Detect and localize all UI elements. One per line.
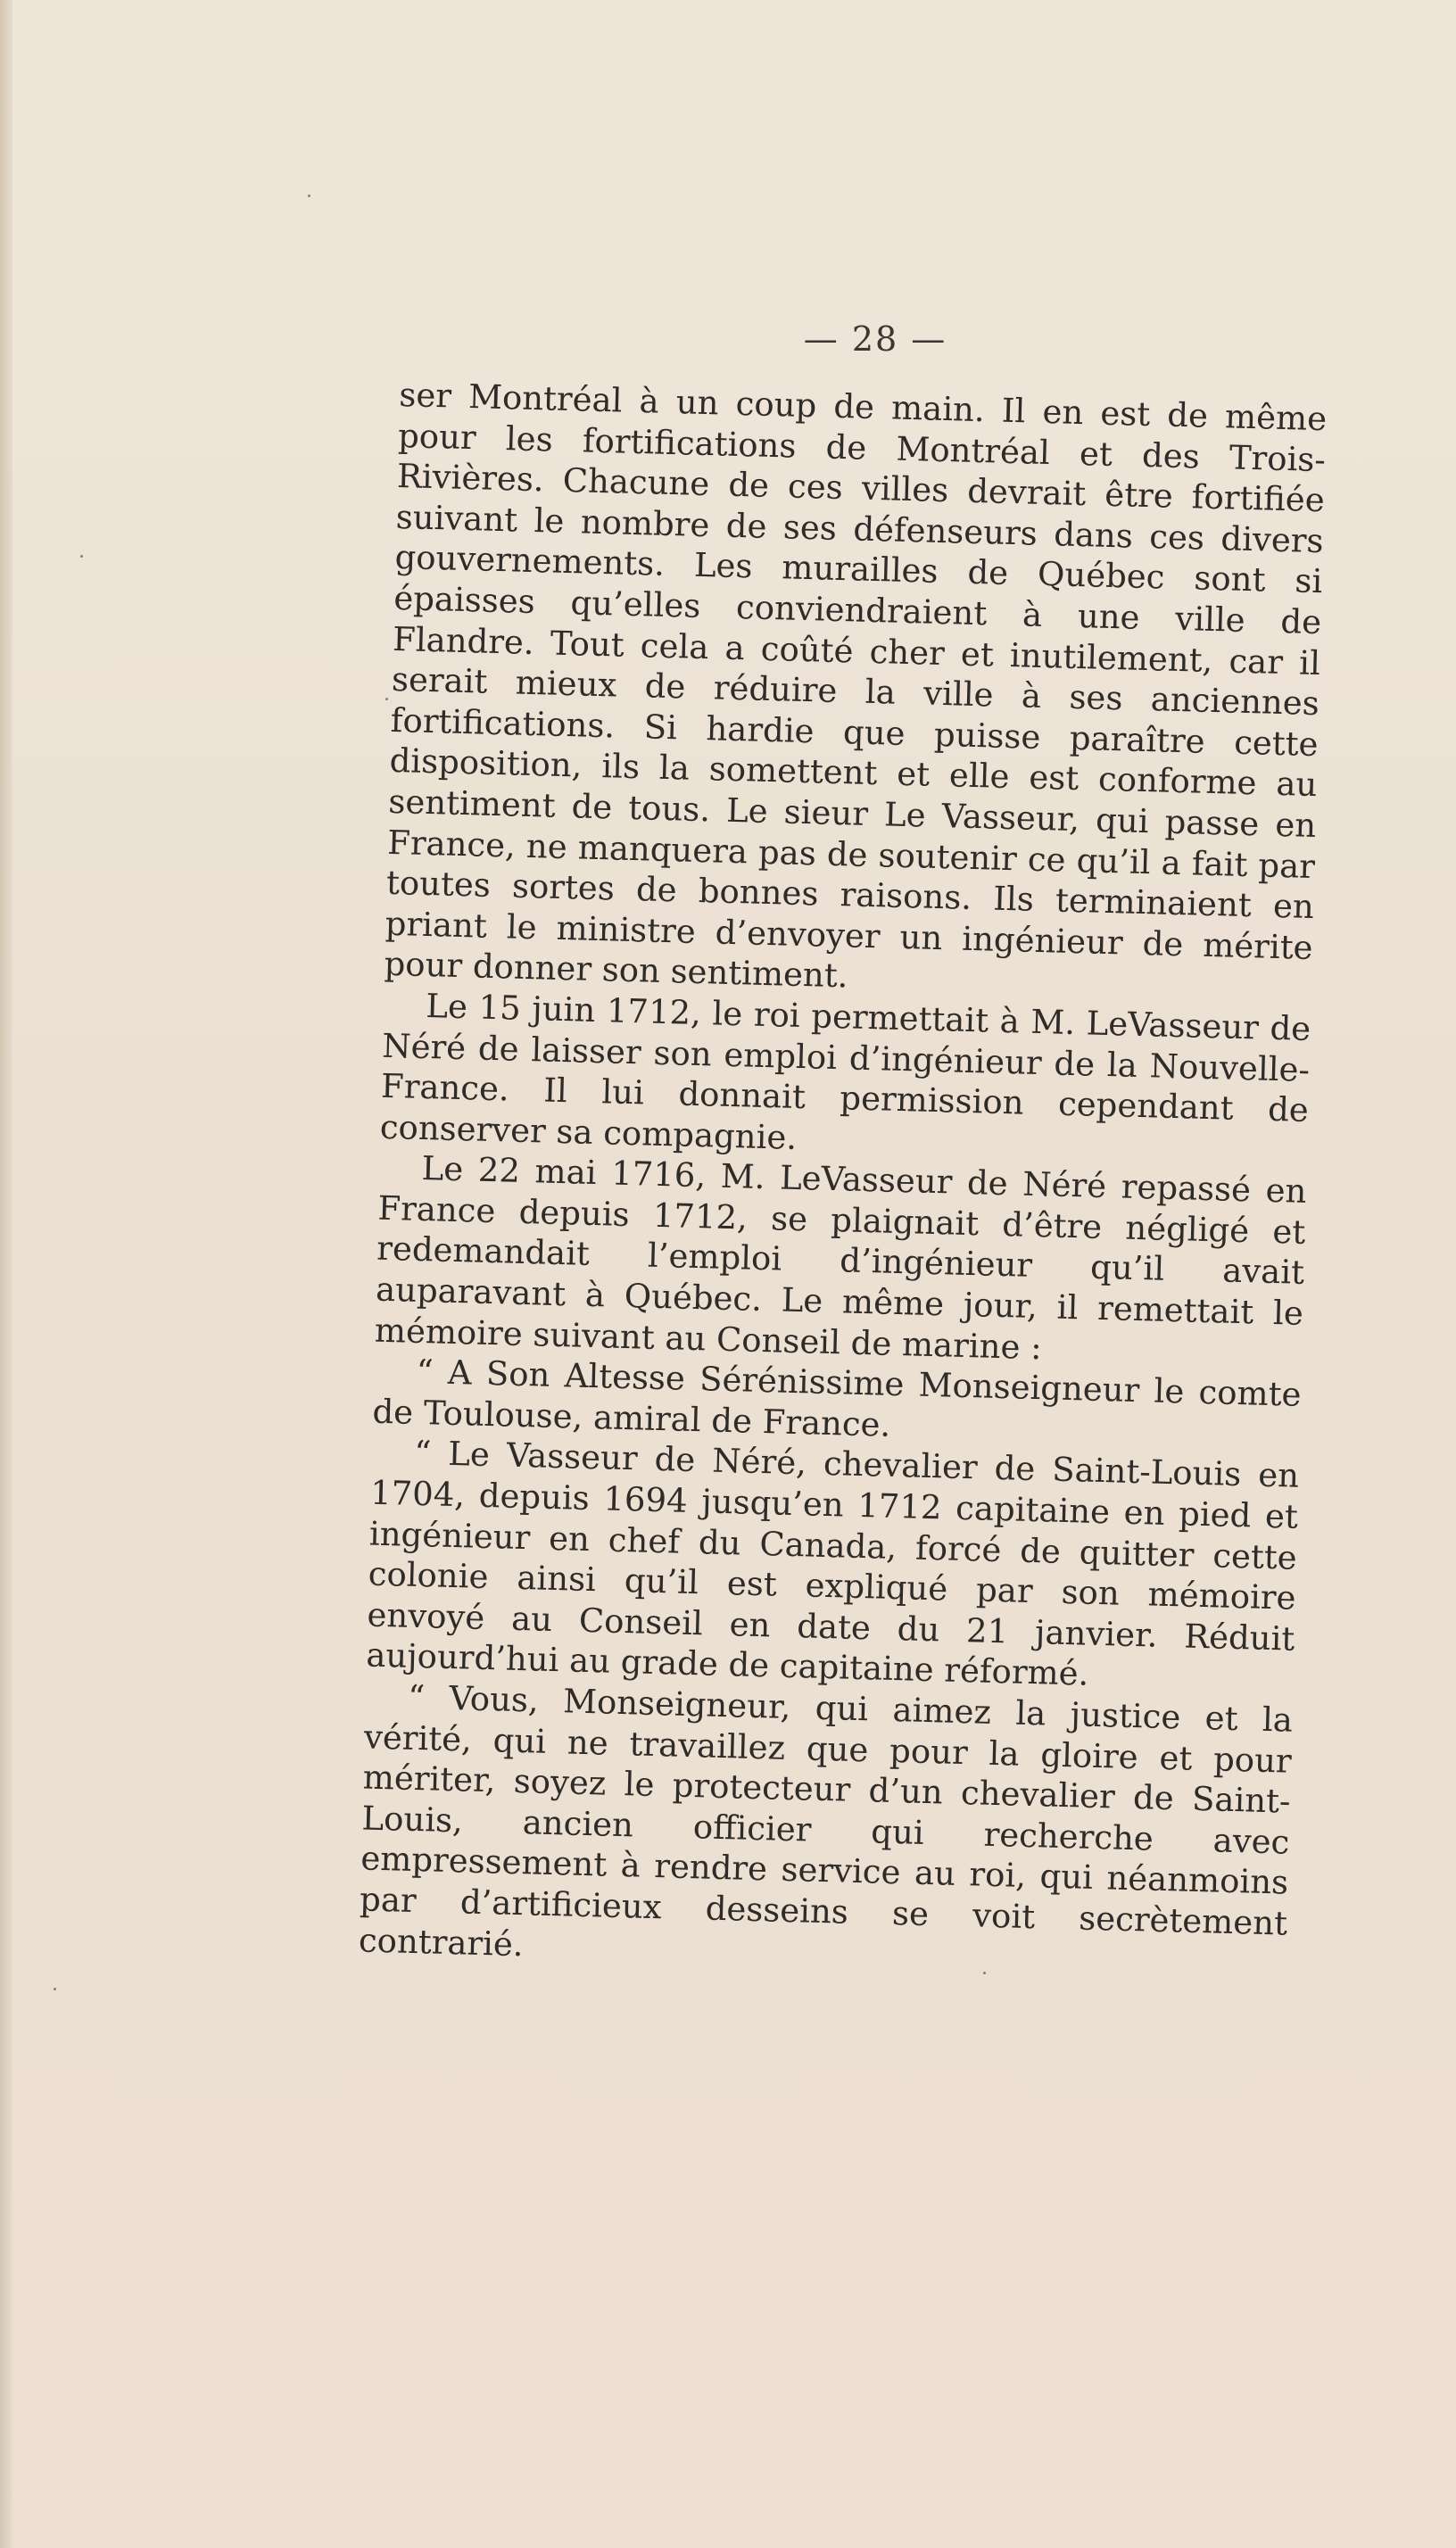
paragraph: “ Le Vasseur de Néré, chevalier de Saint-Louis en 1704, depuis 1694 jusqu’en 1712 capitaine en pied et ingénieur en chef du Canada, forcé de quitter cette colonie ainsi qu’il est expliqué par son mémoire envoyé au Conseil en date du 21 janvier. Réduit aujourd’hui au grade de capitaine réformé. [365, 1434, 1300, 1694]
paper-speck [54, 1988, 56, 1990]
paragraph: ser Montréal à un coup de main. Il en est de même pour les fortifications de Montréal et des Trois-Rivières. Chacune de ces villes devrait être fortifiée suivant le nombre de ses défenseurs dans ces divers gouvernements. Les murailles de Québec sont si épaisses qu’elles conviendraient à une ville de Flandre. Tout cela a coûté cher et inutilement, car il serait mieux de réduire la ville à ses anciennes fortifications. Si hardie que puisse paraître cette disposition, ils la somettent et elle est conforme au sentiment de tous. Le sieur Le Vasseur, qui passe en France, ne manquera pas de soutenir ce qu’il a fait par toutes sortes de bonnes raisons. Ils terminaient en priant le ministre d’envoyer un ingénieur de mérite pour donner son sentiment. [384, 375, 1328, 996]
paragraph: Le 22 mai 1716, M. LeVasseur de Néré repassé en France depuis 1712, se plaignait d’être négligé et redemandait l’emploi d’ingénieur qu’il avait auparavant à Québec. Le même jour, il remettait le mémoire suivant au Conseil de marine : [374, 1149, 1307, 1367]
paragraph: Le 15 juin 1712, le roi permettait à M. LeVasseur de Néré de laisser son emploi d’ingénieur de la Nouvelle-France. Il lui donnait permission cependant de conserver sa compagnie. [379, 986, 1311, 1157]
paper-speck [308, 194, 310, 197]
paper-speck [385, 698, 388, 700]
binding-edge [0, 0, 12, 2548]
body-text [358, 375, 1327, 1985]
page-number: — 28 — [803, 319, 947, 359]
paper-speck [80, 555, 83, 558]
paragraph: “ A Son Altesse Sérénissime Monseigneur le comte de Toulouse, amiral de France. [372, 1353, 1302, 1444]
paragraph: “ Vous, Monseigneur, qui aimez la justice et la vérité, qui ne travaillez que pour la gloire et pour mériter, soyez le protecteur d’un chevalier de Saint-Louis, ancien officier qui recherche avec empressement à rendre service au roi, qui néanmoins par d’artificieux desseins se voit secrètement contrarié. [358, 1677, 1294, 1964]
